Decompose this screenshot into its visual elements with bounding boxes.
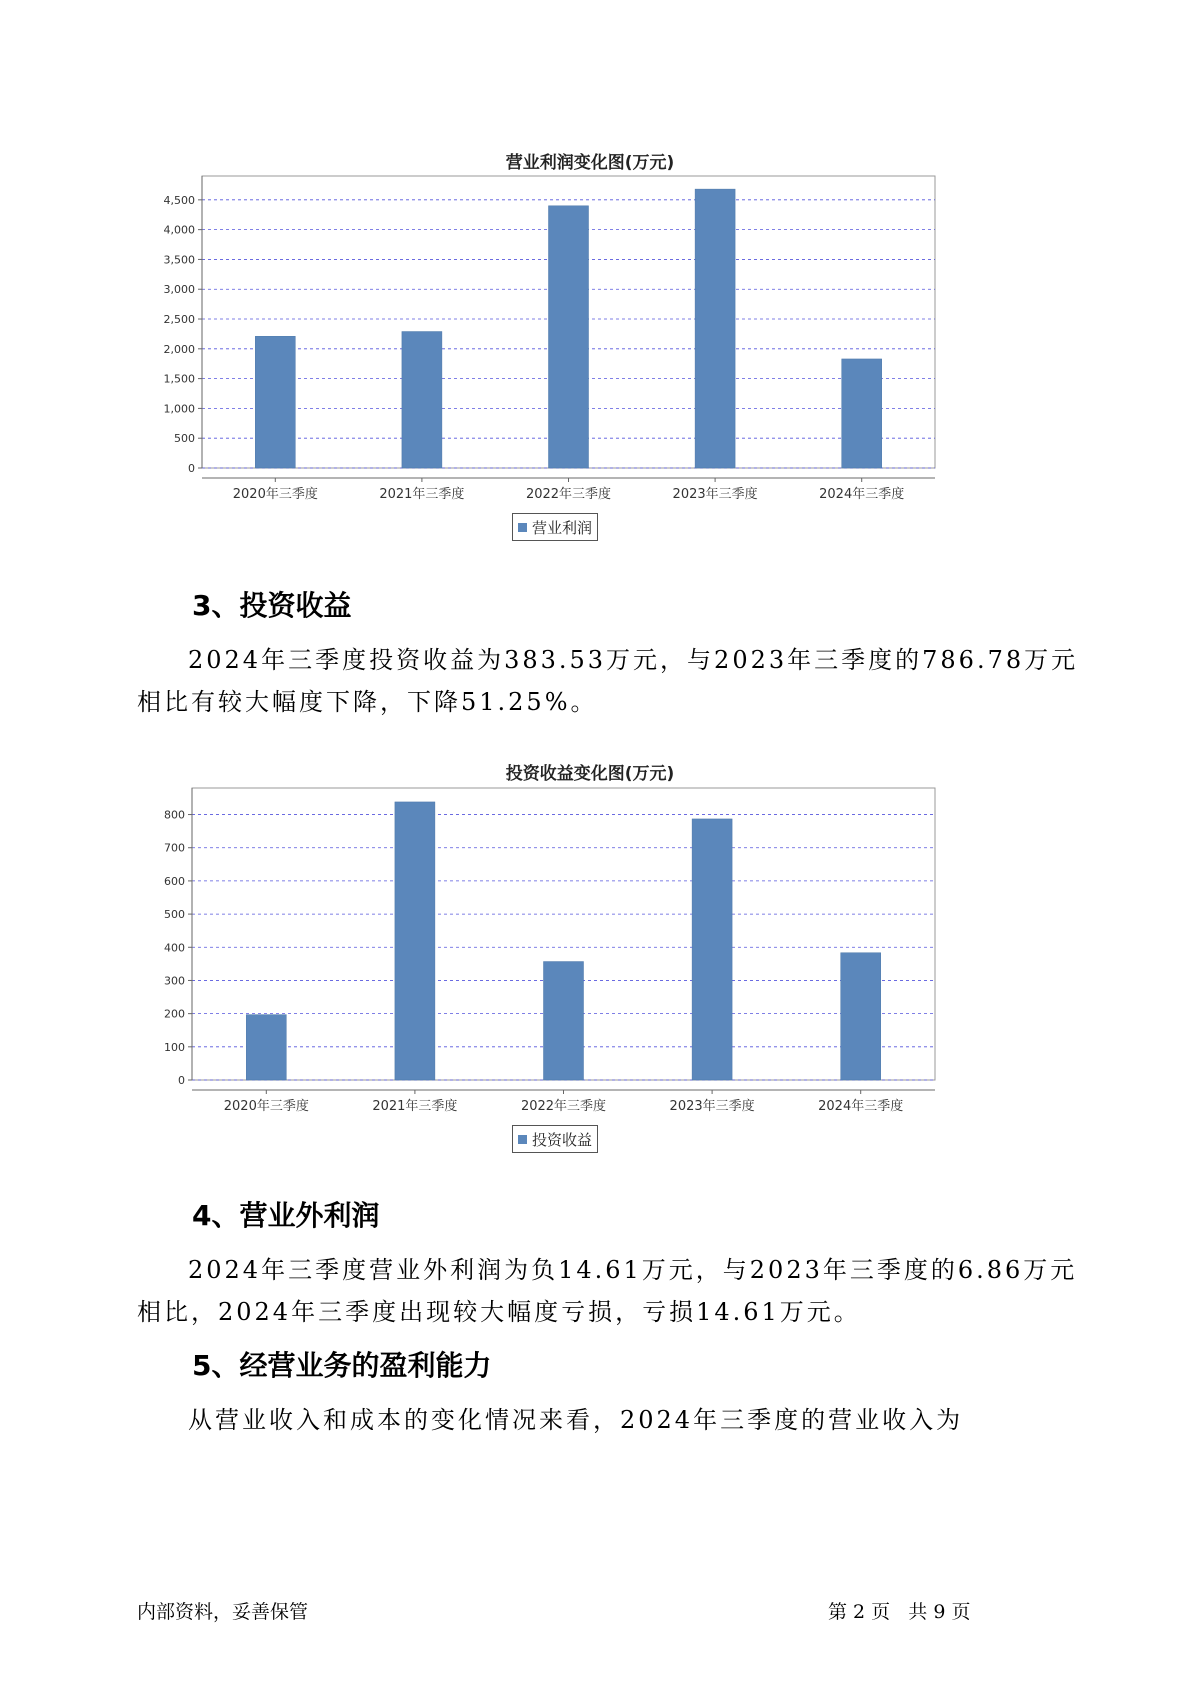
y-tick-label: 500 xyxy=(174,432,195,446)
y-tick-label: 100 xyxy=(164,1040,185,1054)
bar xyxy=(402,332,442,468)
section5-paragraph-line1: 从营业收入和成本的变化情况来看，2024年三季度的营业收入为 xyxy=(188,1406,964,1434)
x-tick-label: 2021年三季度 xyxy=(372,1099,458,1114)
x-tick-label: 2024年三季度 xyxy=(818,1099,904,1114)
investment-income-chart-svg xyxy=(140,782,1040,1142)
chart-title: 营业利润变化图(万元) xyxy=(505,153,675,173)
legend-label: 投资收益 xyxy=(532,1130,593,1149)
bar xyxy=(246,1015,286,1080)
section3-paragraph-line2: 相比有较大幅度下降，下降51.25%。 xyxy=(137,688,598,716)
y-tick-label: 600 xyxy=(164,874,185,888)
y-tick-label: 200 xyxy=(164,1007,185,1021)
x-tick-label: 2021年三季度 xyxy=(379,487,465,502)
y-tick-label: 700 xyxy=(164,841,185,855)
operating-profit-chart xyxy=(140,140,1040,560)
chart-legend xyxy=(512,513,598,541)
y-tick-label: 800 xyxy=(164,808,185,822)
y-tick-label: 0 xyxy=(178,1074,185,1087)
x-tick-label: 2023年三季度 xyxy=(669,1099,755,1114)
y-tick-label: 2,500 xyxy=(163,313,195,327)
x-tick-label: 2024年三季度 xyxy=(819,487,905,502)
x-tick-label: 2022年三季度 xyxy=(525,487,612,502)
section4-paragraph-line1: 2024年三季度营业外利润为负14.61万元，与2023年三季度的6.86万元 xyxy=(188,1256,1078,1284)
y-tick-label: 1,500 xyxy=(163,372,195,386)
section4-paragraph-line2: 相比，2024年三季度出现较大幅度亏损，亏损14.61万元。 xyxy=(137,1298,861,1326)
legend-swatch xyxy=(518,1135,527,1144)
chart-legend xyxy=(512,1125,598,1153)
bar xyxy=(841,953,881,1080)
y-tick-label: 3,500 xyxy=(163,253,195,267)
operating-profit-chart-svg xyxy=(140,170,1040,530)
section3-heading: 3、投资收益 xyxy=(192,589,352,622)
bar xyxy=(695,189,735,468)
y-tick-label: 500 xyxy=(164,908,185,922)
footer-left: 内部资料，妥善保管 xyxy=(137,1601,309,1623)
x-tick-label: 2020年三季度 xyxy=(232,487,318,502)
y-tick-label: 4,500 xyxy=(163,193,195,207)
x-tick-label: 2023年三季度 xyxy=(672,487,758,502)
chart-title: 投资收益变化图(万元) xyxy=(505,764,675,784)
y-tick-label: 3,000 xyxy=(163,283,195,297)
bar xyxy=(842,359,882,468)
section4-heading: 4、营业外利润 xyxy=(192,1199,380,1232)
y-tick-label: 400 xyxy=(164,941,185,955)
investment-income-chart xyxy=(140,750,1040,1170)
legend-label: 营业利润 xyxy=(532,518,593,537)
bar xyxy=(549,206,589,468)
section3-paragraph-line1: 2024年三季度投资收益为383.53万元，与2023年三季度的786.78万元 xyxy=(188,646,1079,674)
bar xyxy=(692,819,732,1080)
bar xyxy=(255,336,295,468)
bar xyxy=(395,802,435,1080)
y-tick-label: 1,000 xyxy=(163,402,195,416)
bar xyxy=(544,962,584,1080)
y-tick-label: 2,000 xyxy=(163,342,195,356)
y-tick-label: 300 xyxy=(164,974,185,988)
y-tick-label: 0 xyxy=(188,462,195,475)
x-tick-label: 2022年三季度 xyxy=(520,1099,607,1114)
y-tick-label: 4,000 xyxy=(163,223,195,237)
x-tick-label: 2020年三季度 xyxy=(223,1099,309,1114)
legend-swatch xyxy=(518,523,527,532)
footer-page-number: 第 2 页 共 9 页 xyxy=(828,1601,971,1623)
section5-heading: 5、经营业务的盈利能力 xyxy=(192,1349,492,1382)
